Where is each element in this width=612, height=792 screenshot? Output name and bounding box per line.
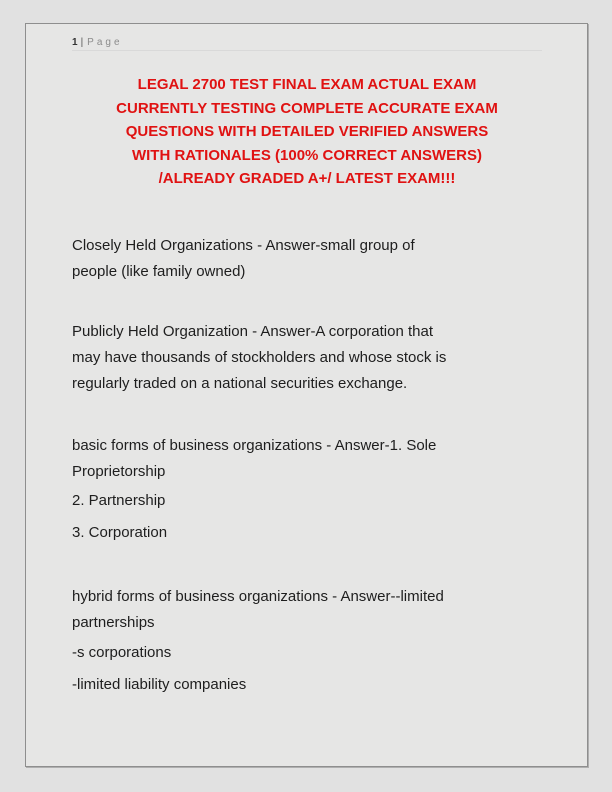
paragraph-line: Proprietorship	[72, 462, 166, 480]
paragraph-line: hybrid forms of business organizations - Answer--limited	[72, 587, 444, 605]
page-number: 1	[72, 37, 78, 48]
title-line: /ALREADY GRADED A+/ LATEST EXAM!!!	[158, 170, 456, 187]
list-item	[72, 672, 542, 698]
qa-paragraph	[72, 233, 542, 285]
paragraph-line: Publicly Held Organization - Answer-A corporation that	[72, 322, 434, 340]
title-line: QUESTIONS WITH DETAILED VERIFIED ANSWERS	[125, 123, 489, 140]
document-title	[72, 73, 542, 191]
qa-paragraph	[72, 433, 542, 485]
list-item	[72, 640, 542, 666]
paragraph-line: Closely Held Organizations - Answer-small group of	[72, 236, 415, 254]
qa-paragraph	[72, 319, 542, 397]
page-header-separator: |	[80, 37, 84, 48]
title-line: WITH RATIONALES (100% CORRECT ANSWERS)	[131, 146, 482, 164]
paragraph-line: 2. Partnership	[72, 491, 166, 509]
paragraph-line: regularly traded on a national securities exchange.	[72, 374, 408, 392]
paragraph-line: -limited liability companies	[72, 675, 247, 693]
list-item	[72, 520, 542, 546]
qa-paragraph	[72, 584, 542, 636]
paragraph-line: basic forms of business organizations - Answer-1. Sole	[72, 436, 437, 454]
title-line: CURRENTLY TESTING COMPLETE ACCURATE EXAM	[116, 99, 498, 117]
title-line: LEGAL 2700 TEST FINAL EXAM ACTUAL EXAM	[137, 76, 477, 93]
paragraph-line: 3. Corporation	[72, 523, 168, 541]
page-header	[72, 37, 542, 51]
paragraph-line: partnerships	[72, 613, 155, 631]
list-item	[72, 488, 542, 514]
paragraph-line: -s corporations	[72, 643, 172, 661]
document-page	[25, 23, 588, 767]
document-body	[72, 233, 542, 698]
paragraph-line: may have thousands of stockholders and whose stock is	[72, 348, 447, 366]
page-header-label: Page	[87, 37, 123, 48]
paragraph-line: people (like family owned)	[72, 262, 246, 280]
